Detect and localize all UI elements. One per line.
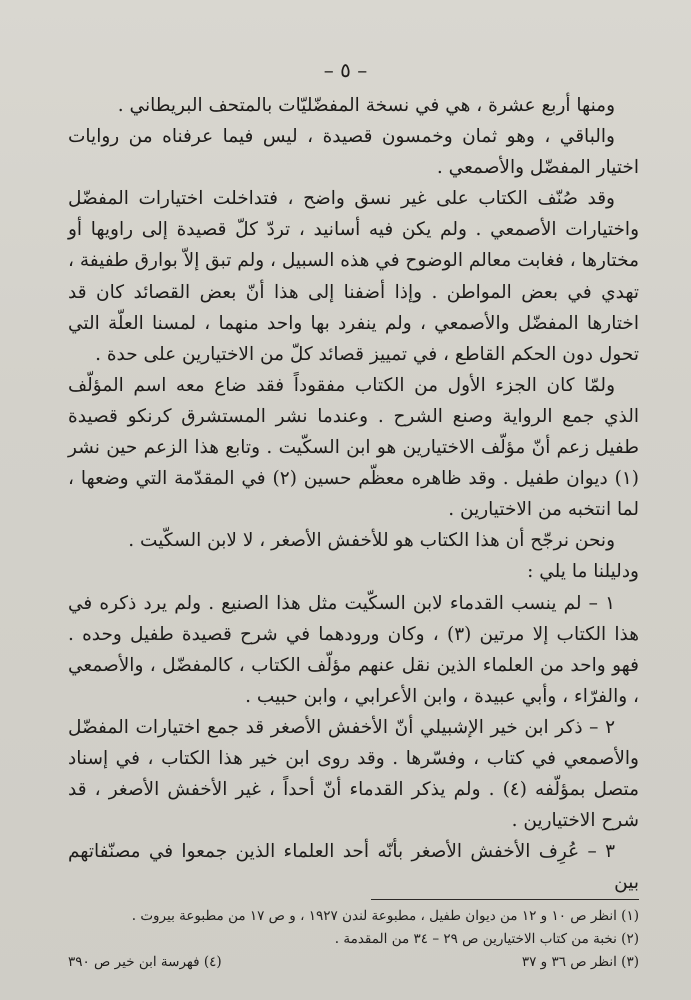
footnote-row: [68, 951, 639, 974]
page-number: – ٥ –: [323, 58, 368, 82]
footnote-4: (٤) فهرسة ابن خير ص ٣٩٠: [68, 954, 222, 970]
paragraph-british-museum: ومنها أربع عشرة ، هي في نسخة المفضّليّات بالمتحف البريطاني .: [117, 95, 615, 116]
footnote-2: (٢) نخبة من كتاب الاختيارين ص ٢٩ – ٣٤ من المقدمة .: [334, 931, 639, 947]
paragraph-authorship-claim: ونحن نرجّح أن هذا الكتاب هو للأخفش الأصغر ، لا لابن السكّيت .: [128, 530, 615, 552]
footnotes: [68, 905, 639, 974]
paragraph-evidence-intro: ودليلنا ما يلي :: [527, 561, 639, 583]
paragraph-lost-first-part: ولمّا كان الجزء الأول من الكتاب مفقوداً فقد ضاع معه اسم المؤلّف الذي جمع الرواية وصنع الشرح . وعندما نشر المستشرق كرنكو قصيدة طفيل زعم أنّ مؤلّف الاختيارين هو ابن السكّيت . وتابع هذا الزعم حين نشر (١) ديوان طفيل . وقد ظاهره معظّم حسين (٢) في المقدّمة التي وضعها ، لما انتخبه من الاختيارين .: [68, 374, 640, 521]
list-item-evidence-1: ١ – لم ينسب القدماء لابن السكّيت مثل هذا الصنيع . ولم يرد ذكره في هذا الكتاب إلا مرتين (٣) ، وكان ورودهما في شرح قصيدة طفيل وحده . فهو واحد من العلماء الذين نقل عنهم مؤلّف الكتاب ، كالمفضّل ، والأصمعي ، والفرّاء ، وأبي عبيدة ، وابن الأعرابي ، وابن حبيب .: [68, 592, 639, 707]
list-item-evidence-3: ٣ – عُرِف الأخفش الأصغر بأنّه أحد العلماء الذين جمعوا في مصنّفاتهم بين: [68, 841, 639, 894]
footnote-3: (٣) انظر ص ٣٦ و ٣٧: [521, 954, 639, 970]
footnote-divider: [371, 899, 639, 900]
paragraph-book-arrangement: وقد صُنّف الكتاب على غير نسق واضح ، فتداخلت اختيارات المفضّل واختيارات الأصمعي . ولم يكن فيه أسانيد ، تردّ كلّ قصيدة إلى راويها أو مختارها ، فغابت معالم الوضوح في هذه السبيل ، ولم تبق إلاّ بوارق طفيفة ، تهدي في بعض المواطن . وإذا أضفنا إلى هذا أنّ بعض القصائد كان قد اختارها المفضّل والأصمعي ، ولم ينفرد بها واحد منهما ، لمسنا العلّة التي تحول دون الحكم القاطع ، في تمييز قصائد كلّ من الاختيارين على حدة .: [67, 188, 639, 365]
paragraph-remaining-poems: والباقي ، وهو ثمان وخمسون قصيدة ، ليس فيما عرفناه من روايات اختيار المفضّل والأصمعي .: [68, 126, 639, 179]
body-text: [68, 90, 639, 898]
list-item-evidence-2: ٢ – ذكر ابن خير الإشبيلي أنّ الأخفش الأصغر قد جمع اختيارات المفضّل والأصمعي في كتاب ، وفسّرها . وقد روى ابن خير هذا الكتاب ، في إسناد متصل بمؤلّفه (٤) . ولم يذكر القدماء أنّ أحداً ، غير الأخفش الأصغر ، قد شرح الاختيارين .: [68, 716, 639, 832]
footnote-1: (١) انظر ص ١٠ و ١٢ من ديوان طفيل ، مطبوعة لندن ١٩٢٧ ، و ص ١٧ من مطبوعة بيروت .: [131, 908, 639, 924]
